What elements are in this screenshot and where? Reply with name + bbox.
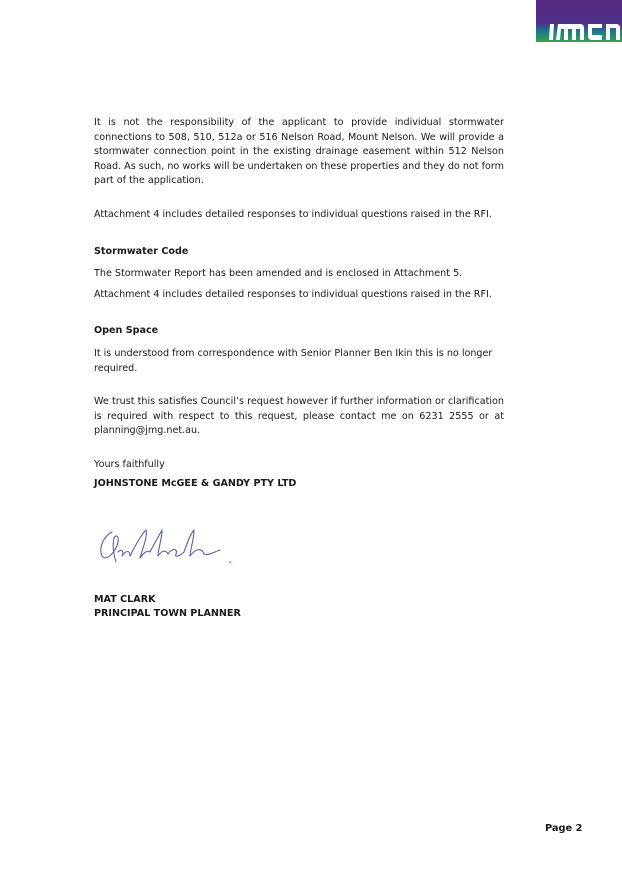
- signatory-block: [94, 593, 241, 620]
- signature: [92, 522, 242, 572]
- letter-body: [94, 116, 504, 491]
- company-name: JOHNSTONE McGEE & GANDY PTY LTD: [94, 477, 297, 489]
- closing-salutation: Yours faithfully: [94, 458, 165, 470]
- signatory-name: MAT CLARK: [94, 594, 156, 605]
- jmg-logo: [536, 0, 622, 42]
- heading-stormwater-code: Stormwater Code: [94, 245, 189, 257]
- paragraph-attachment-4-repeat: Attachment 4 includes detailed responses to individual questions raised in the RFI.: [94, 288, 492, 300]
- signatory-title: PRINCIPAL TOWN PLANNER: [94, 607, 241, 619]
- paragraph-stormwater-connections: It is not the responsibility of the applicant to provide individual stormwater connections to 508, 510, 512a or 516 Nelson Road, Mount Nelson. We will provide a stormwater connection point in the existing drainage easement within 512 Nelson Road. As such, no works will be undertaken on these properties and they do not form part of the application.: [94, 117, 504, 187]
- paragraph-closing-request: We trust this satisfies Council’s request however if further information or clarification is required with respect to this request, please contact me on 6231 2555 or at planning@jmg.net.au.: [94, 396, 504, 437]
- heading-open-space: Open Space: [94, 325, 159, 337]
- paragraph-attachment-4: Attachment 4 includes detailed responses to individual questions raised in the RFI.: [94, 208, 492, 220]
- paragraph-open-space: It is understood from correspondence with Senior Planner Ben Ikin this is no longer required.: [94, 347, 493, 374]
- paragraph-stormwater-report: The Stormwater Report has been amended and is enclosed in Attachment 5.: [94, 268, 463, 280]
- page-number: Page 2: [545, 823, 583, 834]
